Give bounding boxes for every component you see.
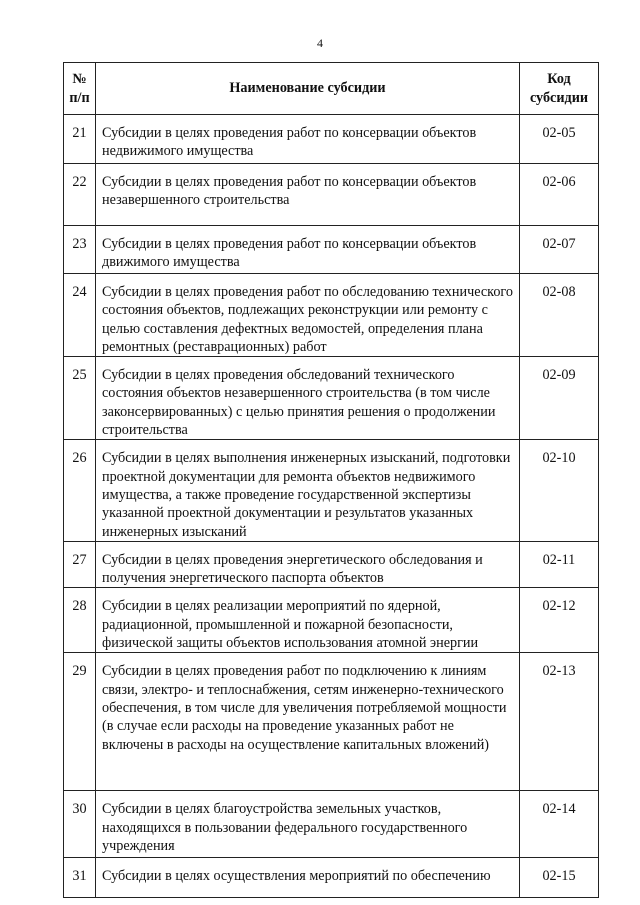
header-name: Наименование субсидии <box>96 63 520 115</box>
subsidy-code: 02-07 <box>520 226 599 274</box>
subsidies-table <box>63 62 599 898</box>
subsidy-code: 02-13 <box>520 653 599 791</box>
subsidy-name: Субсидии в целях проведения работ по консервации объектов незавершенного строительства <box>96 164 520 226</box>
header-code: Код субсидии <box>520 63 599 115</box>
subsidy-code: 02-10 <box>520 440 599 541</box>
row-number: 23 <box>64 226 96 274</box>
page-number: 4 <box>317 36 323 50</box>
row-number: 21 <box>64 115 96 164</box>
row-number: 27 <box>64 541 96 588</box>
subsidy-code: 02-09 <box>520 357 599 440</box>
subsidy-name: Субсидии в целях проведения работ по консервации объектов недвижимого имущества <box>96 115 520 164</box>
table-row <box>64 164 599 226</box>
subsidy-name: Субсидии в целях выполнения инженерных изысканий, подготовки проектной документации для ремонта объектов недвижимого имущества, а также проведение государственной экспертизы указанной проектной документации и результатов указанных инженерных изысканий <box>96 440 520 541</box>
row-number: 28 <box>64 588 96 653</box>
subsidy-name: Субсидии в целях проведения работ по подключению к линиям связи, электро- и теплоснабжения, сетям инженерно-технического обеспечения, в том числе для увеличения потребляемой мощности (в случае если расходы на проведение указанных работ не включены в расходы на осуществление капитальных вложений) <box>96 653 520 791</box>
table-row <box>64 541 599 588</box>
subsidy-name: Субсидии в целях проведения энергетического обследования и получения энергетического паспорта объектов <box>96 541 520 588</box>
table-row <box>64 357 599 440</box>
table-header-row <box>64 63 599 115</box>
subsidy-name: Субсидии в целях осуществления мероприятий по обеспечению <box>96 858 520 898</box>
subsidy-code: 02-11 <box>520 541 599 588</box>
header-number: № п/п <box>64 63 96 115</box>
row-number: 24 <box>64 274 96 357</box>
table-row <box>64 588 599 653</box>
table-row <box>64 274 599 357</box>
subsidy-code: 02-15 <box>520 858 599 898</box>
row-number: 29 <box>64 653 96 791</box>
table-row <box>64 858 599 898</box>
subsidy-name: Субсидии в целях проведения обследований технического состояния объектов незавершенного строительства (в том числе законсервированных) с целью принятия решения о продолжении строительства <box>96 357 520 440</box>
row-number: 22 <box>64 164 96 226</box>
row-number: 25 <box>64 357 96 440</box>
row-number: 26 <box>64 440 96 541</box>
subsidy-name: Субсидии в целях реализации мероприятий по ядерной, радиационной, промышленной и пожарной безопасности, физической защиты объектов использования атомной энергии <box>96 588 520 653</box>
row-number: 30 <box>64 791 96 858</box>
table-row <box>64 440 599 541</box>
subsidy-code: 02-08 <box>520 274 599 357</box>
subsidy-name: Субсидии в целях проведения работ по обследованию технического состояния объектов, подлежащих реконструкции или ремонту с целью составления дефектных ведомостей, определения плана ремонтных (реставрационных) работ <box>96 274 520 357</box>
subsidy-code: 02-12 <box>520 588 599 653</box>
subsidy-code: 02-14 <box>520 791 599 858</box>
table-row <box>64 791 599 858</box>
table-row <box>64 653 599 791</box>
subsidy-name: Субсидии в целях благоустройства земельных участков, находящихся в пользовании федерального государственного учреждения <box>96 791 520 858</box>
row-number: 31 <box>64 858 96 898</box>
subsidy-code: 02-06 <box>520 164 599 226</box>
subsidy-code: 02-05 <box>520 115 599 164</box>
subsidy-name: Субсидии в целях проведения работ по консервации объектов движимого имущества <box>96 226 520 274</box>
table-row <box>64 115 599 164</box>
table-row <box>64 226 599 274</box>
